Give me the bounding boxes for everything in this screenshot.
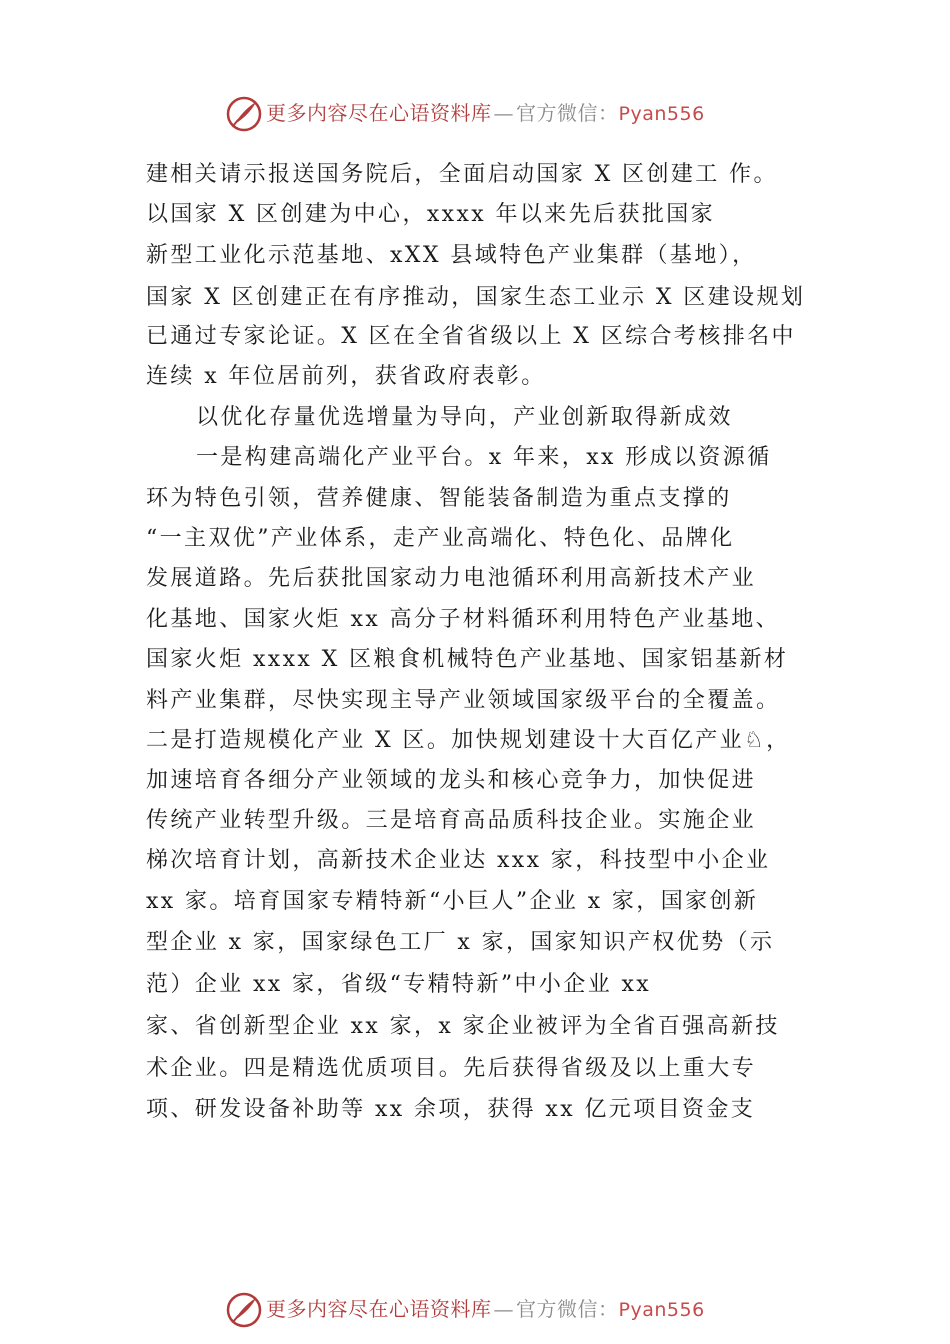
footer-wechat-id: Pyan556	[618, 1299, 705, 1321]
footer-banner-text	[266, 1296, 705, 1323]
footer-banner	[0, 1290, 950, 1330]
text-line: 已通过专家论证。X 区在全省省级以上 X 区综合考核排名中	[146, 324, 796, 349]
text-line: 二是打造规模化产业 X 区。加快规划建设十大百亿产业♘，	[146, 728, 791, 753]
text-line: 化基地、国家火炬 xx 高分子材料循环利用特色产业基地、	[146, 607, 781, 632]
text-line: 国家火炬 xxxx X 区粮食机械特色产业基地、国家铝基新材	[146, 647, 789, 672]
header-wechat-label: 官方微信：	[516, 101, 619, 125]
text-line: 型企业 x 家，国家绿色工厂 x 家，国家知识产权优势（示	[146, 930, 775, 955]
header-banner	[0, 94, 950, 134]
text-line: “一主双优”产业体系，走产业高端化、特色化、品牌化	[146, 526, 735, 551]
text-line: 发展道路。先后获批国家动力电池循环利用高新技术产业	[146, 566, 757, 591]
quill-logo-icon	[226, 96, 262, 132]
text-line: 梯次培育计划，高新技术企业达 xxx 家，科技型中小企业	[146, 848, 771, 873]
text-line: 国家 X 区创建正在有序推动，国家生态工业示 X 区建设规划	[146, 285, 806, 310]
text-line: 术企业。四是精选优质项目。先后获得省级及以上重大专	[146, 1056, 757, 1081]
text-line: 料产业集群，尽快实现主导产业领域国家级平台的全覆盖。	[146, 688, 781, 713]
text-line: 建相关请示报送国务院后，全面启动国家 X 区创建工 作。	[146, 162, 778, 187]
text-line: 新型工业化示范基地、xXX 县域特色产业集群（基地），	[146, 243, 757, 268]
footer-banner-separator: —	[493, 1297, 514, 1321]
footer-wechat-label: 官方微信：	[516, 1297, 619, 1321]
text-line: 连续 x 年位居前列，获省政府表彰。	[146, 364, 546, 389]
header-banner-main: 更多内容尽在心语资料库	[266, 101, 492, 125]
text-line: xx 家。培育国家专精特新“小巨人”企业 x 家，国家创新	[146, 889, 759, 914]
text-line: 一是构建高端化产业平台。x 年来，xx 形成以资源循	[196, 445, 772, 470]
header-banner-text	[266, 100, 705, 127]
quill-logo-icon	[226, 1292, 262, 1328]
text-line: 范）企业 xx 家，省级“专精特新”中小企业 xx	[146, 972, 652, 997]
header-wechat-id: Pyan556	[618, 103, 705, 125]
footer-banner-main: 更多内容尽在心语资料库	[266, 1297, 492, 1321]
text-line: 传统产业转型升级。三是培育高品质科技企业。实施企业	[146, 808, 757, 833]
text-line: 项、研发设备补助等 xx 余项，获得 xx 亿元项目资金支	[146, 1097, 756, 1122]
text-line: 以国家 X 区创建为中心，xxxx 年以来先后获批国家	[146, 202, 716, 227]
header-banner-separator: —	[493, 101, 514, 125]
section-heading: 以优化存量优选增量为导向，产业创新取得新成效	[196, 405, 733, 430]
text-line: 环为特色引领，营养健康、智能装备制造为重点支撑的	[146, 486, 732, 511]
text-line: 家、省创新型企业 xx 家，x 家企业被评为全省百强高新技	[146, 1014, 780, 1039]
text-line: 加速培育各细分产业领域的龙头和核心竞争力，加快促进	[146, 768, 757, 793]
